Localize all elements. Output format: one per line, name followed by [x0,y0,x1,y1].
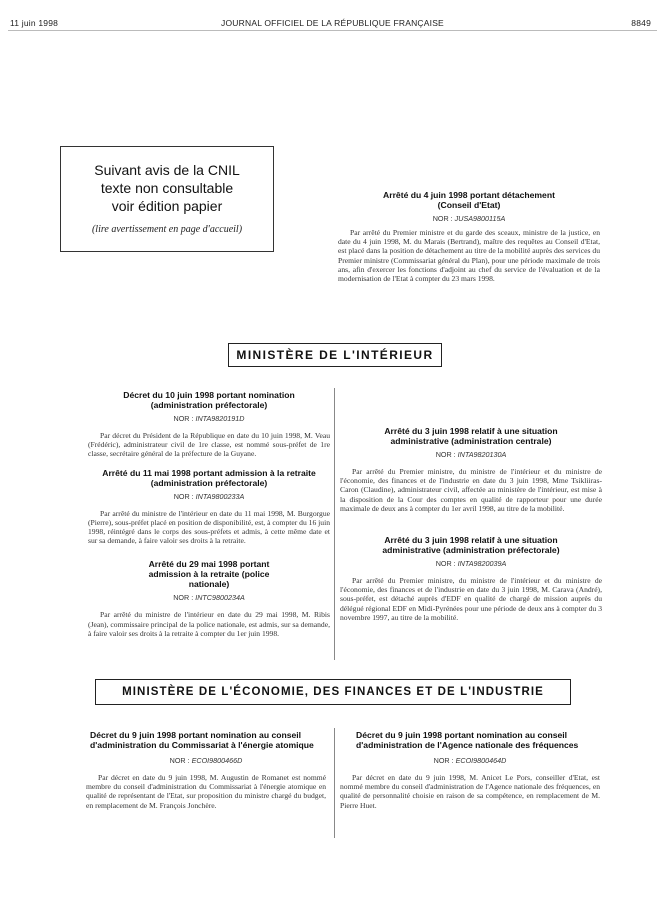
arrete-3-juin-centrale [340,426,602,513]
column-divider [334,388,335,660]
article-title: Décret du 9 juin 1998 portant nomination au conseil d'administration du Commissariat à l'énergie atomique [90,730,314,750]
arrete-conseil-etat [338,190,600,283]
nor-reference: NOR : JUSA9800115A [432,214,506,223]
article-body: Par décret en date du 9 juin 1998, M. Anicet Le Pors, conseiller d'Etat, est nommé membre du conseil d'administration de l'Agence nationale des fréquences, en qualité de personnalité choisie en raison de sa compétence, en remplacement de M. Pierre Huet. [340,773,600,810]
article-body: Par arrêté du Premier ministre et du garde des sceaux, ministre de la justice, en date du 4 juin 1998, M. du Marais (Bertrand), maître des requêtes au Conseil d'Etat, est placé dans la position de détachement au titre de la mobilité auprès des services du Premier ministre (Commissariat général du Plan), pour une période maximale de trois ans, afin d'exercer les fonctions d'adjoint au chef du service de l'évaluation et de la modernisation de l'Etat à compter du 23 mars 1998. [338,228,600,284]
arrete-29-mai [88,559,330,638]
article-title: Arrêté du 3 juin 1998 relatif à une situation administrative (administration préfectorale) [382,535,560,556]
article-title: Arrêté du 4 juin 1998 portant détachement (Conseil d'Etat) [383,190,555,210]
cnil-line-2: texte non consultable [100,180,234,196]
arrete-11-mai [88,468,330,546]
article-body: Par arrêté du ministre de l'intérieur en date du 29 mai 1998, M. Ribis (Jean), commissaire principal de la police nationale, est admis, sur sa demande, à faire valoir ses droits à la retraite à compter du 1er juin 1998. [88,610,330,638]
article-body: Par décret du Président de la République en date du 10 juin 1998, M. Veau (Frédéric), administrateur civil de 1re classe, est nommé sous-préfet de 1re classe, secrétaire général de la préfecture de la Guyane. [88,431,330,459]
header-rule [8,30,657,31]
decret-cea [86,730,326,810]
ministere-economie-heading-box [95,679,571,705]
article-title: Arrêté du 29 mai 1998 portant admission à la retraite (police nationale) [148,559,270,590]
cnil-line-4: (lire avertissement en page d'accueil) [91,224,243,235]
article-body: Par décret en date du 9 juin 1998, M. Augustin de Romanet est nommé membre du conseil d'administration du Commissariat à l'énergie atomique en qualité de représentant de l'Etat, sur proposition du ministre chargé du budget, en remplacement de M. François Jonchère. [86,773,326,810]
article-body: Par arrêté du Premier ministre, du ministre de l'intérieur et du ministre de l'économie, des finances et de l'industrie en date du 3 juin 1998, Mme Tsikliiras-Caron (Claudine), administrateur civil, affectée au ministère de l'intérieur, est mise à la disposition de la Cour des comptes en qualité de rapporteur pour une durée maximale de deux ans à compter du 1er avril 1998, au titre de la mobilité. [340,467,602,513]
nor-reference: NOR : INTA9820191D [173,414,245,423]
ministere-interieur-heading-box [228,343,442,367]
nor-reference: NOR : ECOI9800464D [433,756,507,765]
nor-reference: NOR : INTA9820039A [435,559,507,569]
arrete-3-juin-prefectorale [340,535,602,622]
interieur-left-column [88,390,330,638]
interieur-right-column [340,426,602,622]
cnil-notice-box [60,146,274,252]
header-date: 11 juin 1998 [10,18,59,28]
article-body: Par arrêté du ministre de l'intérieur en date du 11 mai 1998, M. Burgorgue (Pierre), sous-préfet placé en position de disponibilité, est, à compter du 16 juin 1998, réintégré dans le corps des sous-préfets et admis, à cette même date et sur sa demande, à faire valoir ses droits à la retraite. [88,508,330,546]
article-title: Décret du 10 juin 1998 portant nomination (administration préfectorale) [123,390,295,410]
ministere-interieur-heading: MINISTÈRE DE L'INTÉRIEUR [236,348,434,362]
nor-reference: NOR : INTA9800233A [173,491,245,501]
article-title: Arrêté du 11 mai 1998 portant admission à la retraite (administration préfectorale) [102,467,316,488]
decret-10-juin [88,390,330,459]
cnil-line-1: Suivant avis de la CNIL [94,162,240,178]
nor-reference: NOR : INTA9820130A [435,450,507,459]
article-body: Par arrêté du Premier ministre, du ministre de l'intérieur et du ministre de l'économie, des finances et de l'industrie en date du 3 juin 1998, M. Carava (André), sous-préfet, est détaché auprès d'EDF en qualité de chargé de mission auprès du délégué régional EDF en Midi-Pyrénées pour une période de deux ans à compter du 3 novembre 1997, au titre de la mobilité. [340,576,602,622]
journal-title: JOURNAL OFFICIEL DE LA RÉPUBLIQUE FRANÇAISE [221,18,444,28]
ministere-economie-heading: MINISTÈRE DE L'ÉCONOMIE, DES FINANCES ET DE L'INDUSTRIE [122,686,544,698]
article-title: Arrêté du 3 juin 1998 relatif à une situation administrative (administration centrale) [384,426,558,446]
article-title: Décret du 9 juin 1998 portant nomination au conseil d'administration de l'Agence nationale des fréquences [356,730,579,750]
nor-reference: NOR : INTC9800234A [173,593,245,603]
nor-reference: NOR : ECOI9800466D [169,756,243,765]
column-divider [334,728,335,838]
decret-anfr [340,730,600,810]
cnil-line-3: voir édition papier [111,198,223,214]
page-number: 8849 [631,18,651,28]
